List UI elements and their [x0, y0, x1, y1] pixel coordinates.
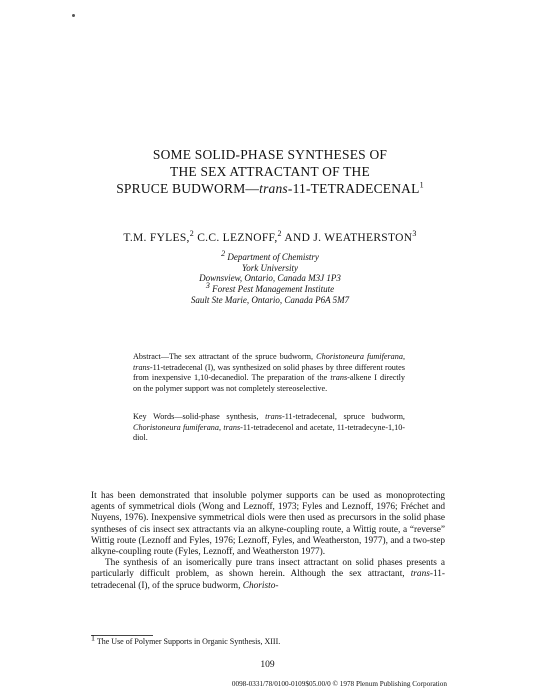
body-paragraph-2 [91, 558, 445, 592]
author-list [60, 229, 480, 244]
affiliation-address-2: Sault Ste Marie, Ontario, Canada P6A 5M7 [190, 294, 350, 305]
footnote-rule [91, 635, 153, 636]
title-line-1: SOME SOLID-PHASE SYNTHESES OF [152, 147, 388, 162]
title-trans-italic: trans [259, 181, 288, 196]
title-line-3-start: SPRUCE BUDWORM— [116, 181, 260, 196]
affiliation-mark-3: 3 [205, 281, 210, 291]
affiliation-line-1 [130, 249, 410, 263]
key-words-text: , [218, 422, 224, 432]
key-words-text: -11-tetradecenol and acetate, 11-tetradecyne-1,10-diol. [133, 422, 406, 443]
abstract-text: -alkene I directly on the polymer support was not completely stereoselective. [133, 373, 405, 394]
key-words-species: Choristoneura fumiferana [133, 422, 219, 432]
key-words [133, 412, 405, 444]
body-text-run: -11-tetradecenal (I), of the spruce budworm, [91, 569, 445, 591]
affiliations [130, 249, 410, 306]
title-line-3 [60, 180, 480, 197]
article-title [60, 146, 480, 197]
body-paragraph-1: It has been demonstrated that insoluble polymer supports can be used as monoprotecting agents of symmetrical diols (Wong and Leznoff, 1973; Fyles and Leznoff, 1976; Fréchet and Nuyens, 1976). Inexpensive symmetrical diols were then used as precursors in the solid phase syntheses of cis insect sex attractants via an alkyne-coupling route, a Wittig route, a “reverse” Wittig route (Leznoff and Fyles, 1976; Leznoff, Fyles, and Weatherston, 1977), and a two-step alkyne-coupling route (Fyles, Leznoff, and Weatherston 1977). [91, 491, 445, 558]
author-leznoff-mark: 2 [277, 229, 282, 239]
key-words-trans: trans [265, 412, 282, 421]
abstract-text: The sex attractant of the spruce budworm, [168, 352, 317, 361]
abstract [133, 352, 405, 395]
author-weatherston-mark: 3 [412, 229, 417, 239]
affiliation-university: York University [242, 262, 298, 273]
footnote [91, 633, 445, 647]
affiliation-department: Department of Chemistry [227, 252, 319, 262]
footnote-text: The Use of Polymer Supports in Organic Synthesis, XIII. [95, 637, 281, 646]
affiliation-line-4 [130, 281, 410, 295]
affiliation-mark-2: 2 [221, 249, 226, 258]
title-footnote-mark: 1 [419, 180, 424, 190]
title-line-3-end: -11-TETRADECENAL [287, 181, 420, 196]
footnote-mark: 1 [91, 633, 95, 643]
key-words-label: Key Words [133, 412, 175, 421]
key-words-trans: trans [223, 422, 241, 432]
body-species-start: Choristo- [242, 580, 279, 591]
affiliation-institute: Forest Pest Management Institute [212, 284, 335, 295]
body-text-run: The synthesis of an isomerically pure trans insect attractant on solid phases presents a particularly difficult problem, as shown herein. Although the sex attractant, [91, 558, 445, 580]
affiliation-address-1: Downsview, Ontario, Canada M3J 1P3 [199, 273, 341, 284]
author-fyles: T.M. FYLES, [123, 232, 190, 244]
title-line-2: THE SEX ATTRACTANT OF THE [170, 164, 370, 179]
key-words-text: —solid-phase synthesis, [174, 412, 266, 421]
author-weatherston: AND J. WEATHERSTON [284, 232, 413, 244]
abstract-dash: — [160, 352, 169, 361]
abstract-text: , [402, 352, 405, 361]
abstract-species: Choristoneura fumiferana [316, 352, 403, 361]
copyright-line: 0098-0331/78/0100-0109$05.00/0 © 1978 Plenum Publishing Corporation [231, 680, 447, 688]
author-leznoff: C.C. LEZNOFF, [197, 232, 278, 244]
scan-speck [72, 14, 75, 17]
abstract-text: -11-tetradecenal (I), was synthesized on solid phases by three different routes from inexpensive 1,10-decanediol. The preparation of the [133, 362, 405, 383]
author-fyles-mark: 2 [189, 229, 195, 239]
abstract-trans: trans [133, 362, 150, 372]
body-trans: trans [410, 569, 430, 580]
body-text [91, 491, 445, 592]
abstract-trans: trans [330, 373, 348, 383]
page-number: 109 [260, 660, 275, 670]
abstract-label: Abstract [133, 352, 161, 361]
key-words-text: -11-tetradecenal, spruce budworm, [281, 412, 405, 421]
